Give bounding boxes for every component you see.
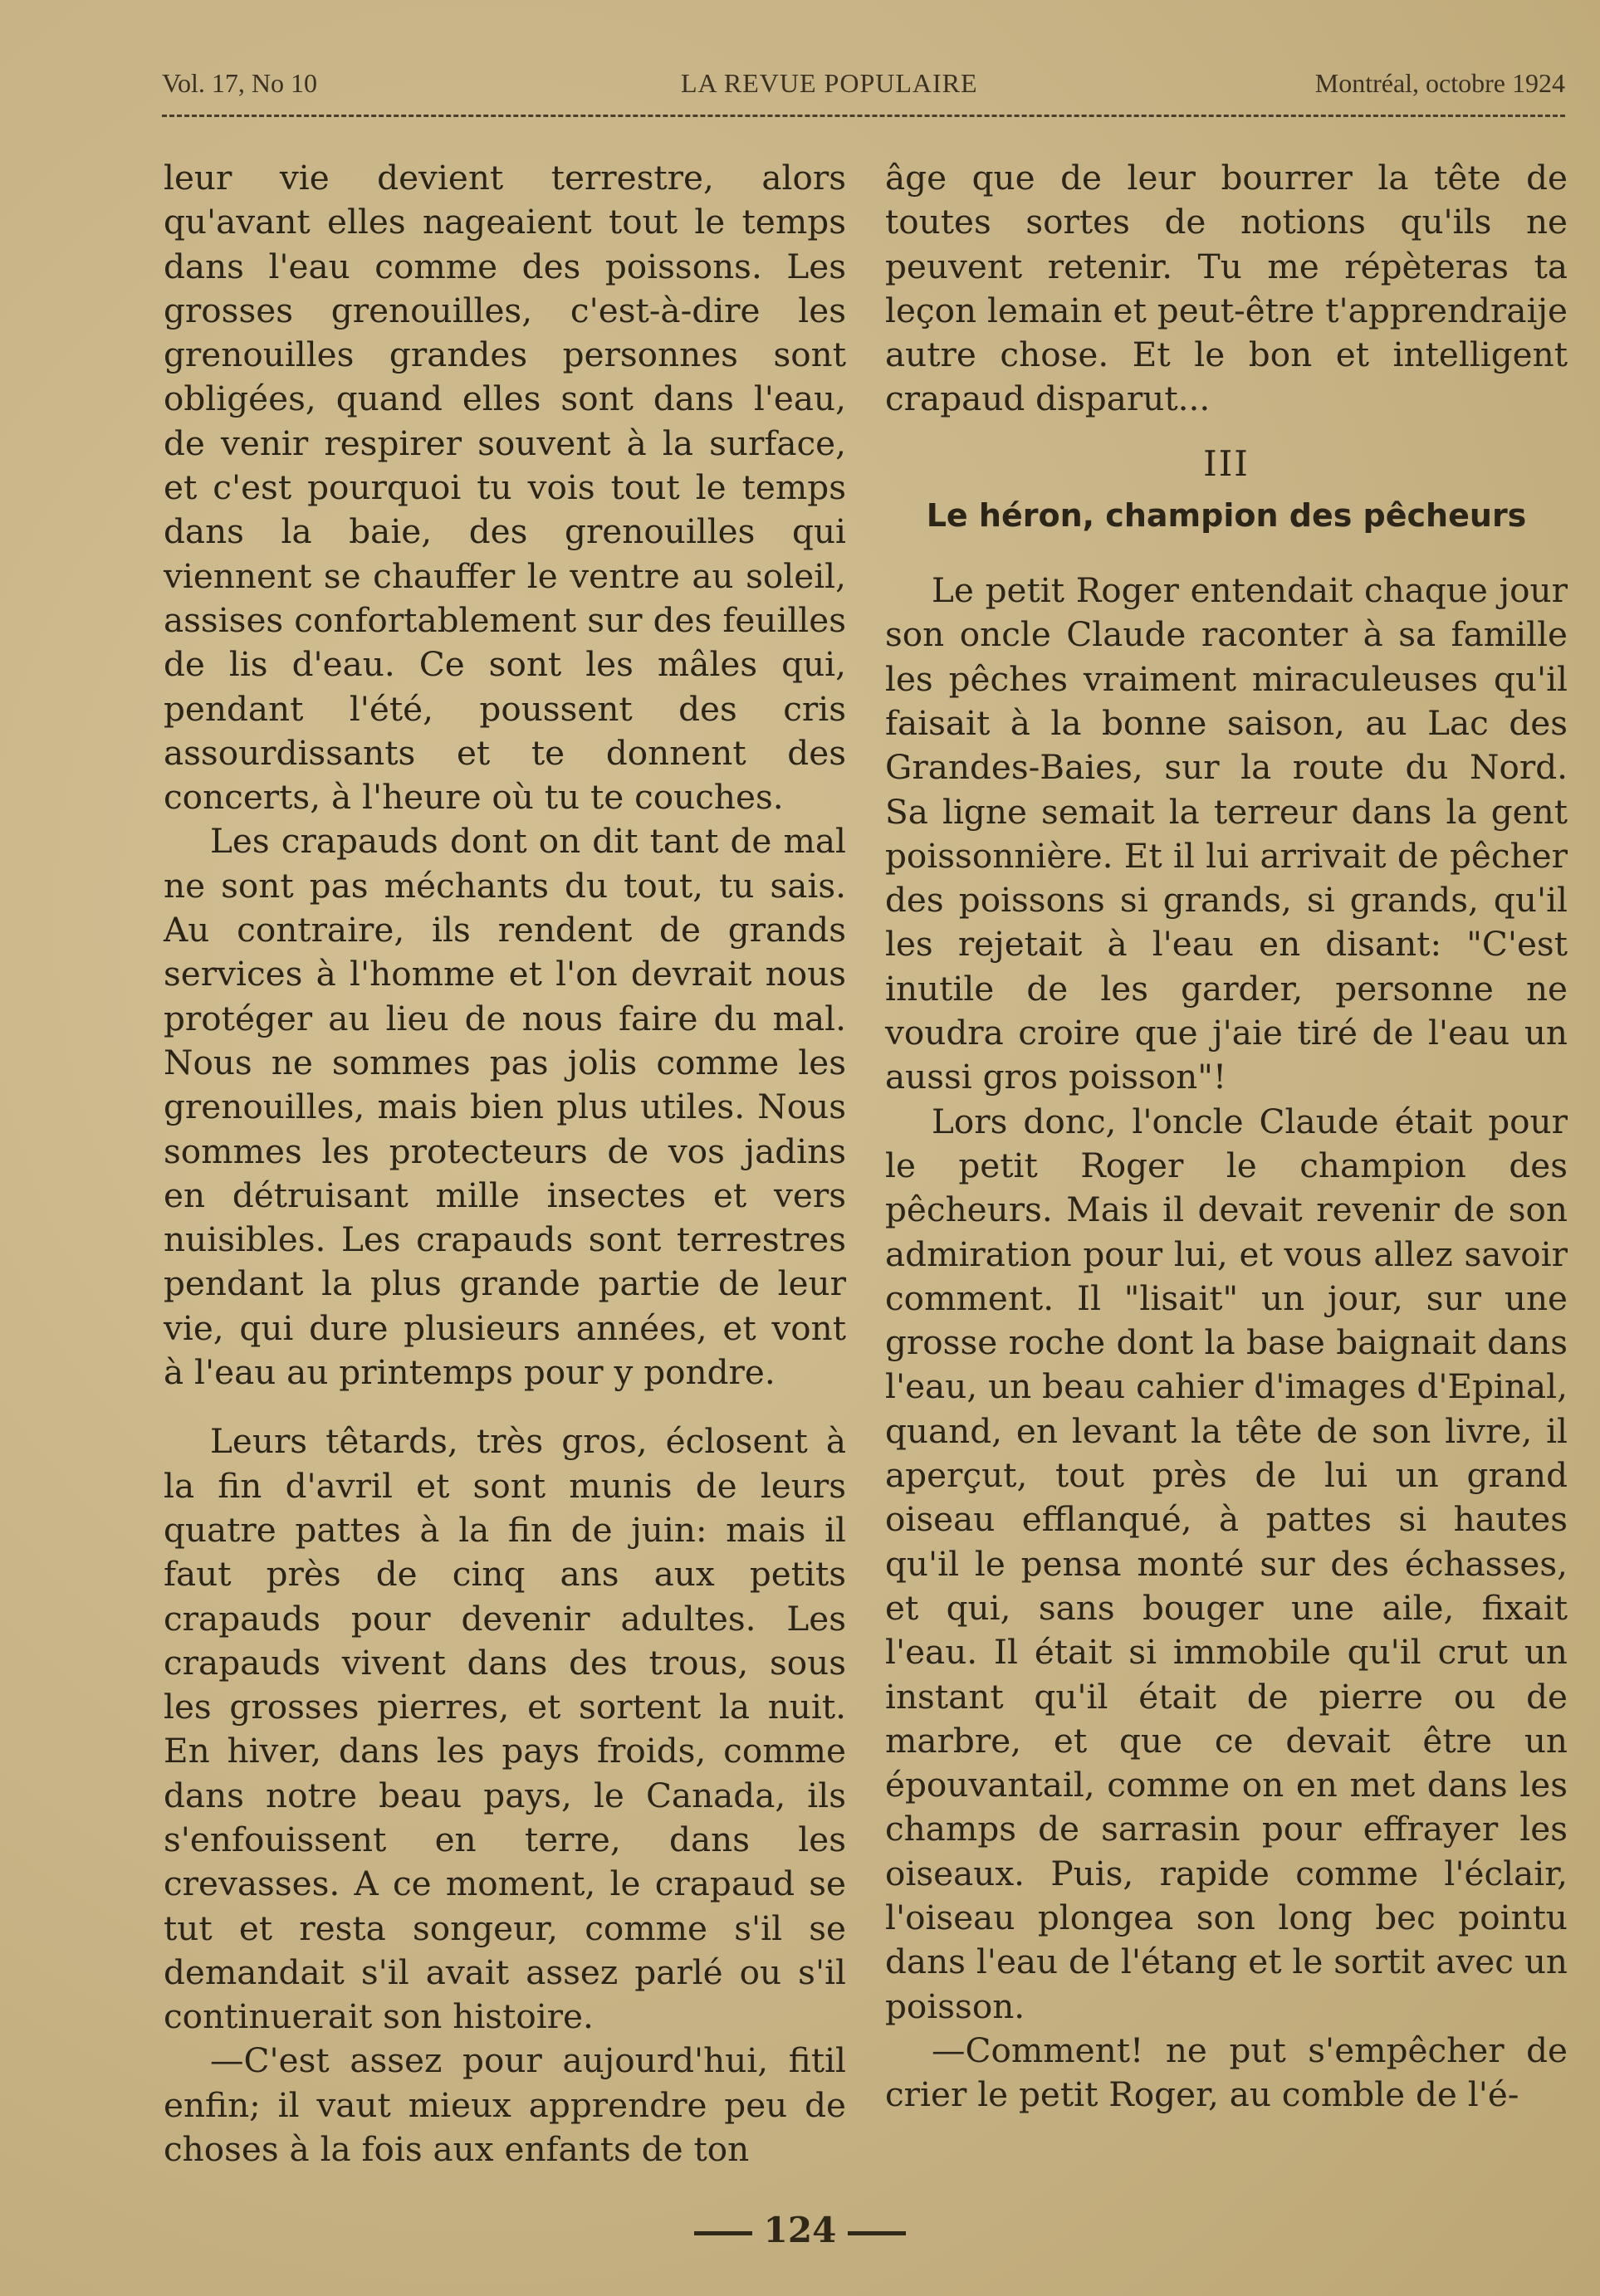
page-number-footer <box>0 2210 1600 2250</box>
volume-number: Vol. 17, No 10 <box>162 68 317 98</box>
paragraph: Le petit Roger entendait chaque jour son oncle Claude raconter à sa famille les pêches vraiment miraculeuses qu'il faisait à la bonne saison, au Lac des Grandes-Baies, sur la route du Nord. Sa ligne semait la terreur dans la gent poissonnière. Et il lui arrivait de pêcher des poissons si grands, si grands, qu'il les rejetait à l'eau en disant: "C'est inutile de les garder, personne ne voudra croire que j'aie tiré de l'eau un aussi gros poisson"! <box>885 570 1568 1097</box>
right-column <box>885 156 1568 2117</box>
dash-ornament <box>694 2231 752 2235</box>
section-title: Le héron, champion des pêcheurs <box>926 497 1527 535</box>
paragraph: Les crapauds dont on dit tant de mal ne sont pas méchants du tout, tu sais. Au contraire, ils rendent de grands services à l'homme et l'on devrait nous protéger au lieu de nous faire du mal. Nous ne sommes pas jolis comme les grenouilles, mais bien plus utiles. Nous sommes les protecteurs de vos jadins en détruisant mille insectes et vers nuisibles. Les crapauds sont terrestres pendant la plus grande partie de leur vie, qui dure plusieurs années, et vont à l'eau au printemps pour y pondre. <box>164 821 846 1393</box>
running-header <box>162 68 1565 111</box>
header-rule <box>162 115 1565 117</box>
paragraph: —C'est assez pour aujourd'hui, fitil enfin; il vaut mieux apprendre peu de choses à la fois aux enfants de ton <box>164 2040 846 2170</box>
paragraph: leur vie devient terrestre, alors qu'avant elles nageaient tout le temps dans l'eau comme des poissons. Les grosses grenouilles, c'est-à-dire les grenouilles grandes personnes sont obligées, quand elles sont dans l'eau, de venir respirer souvent à la surface, et c'est pourquoi tu vois tout le temps dans la baie, des grenouilles qui viennent se chauffer le ventre au soleil, assises confortablement sur des feuilles de lis d'eau. Ce sont les mâles qui, pendant l'été, poussent des cris assourdissants et te donnent des concerts, à l'heure où tu te couches. <box>164 158 846 818</box>
place-date: Montréal, octobre 1924 <box>1314 68 1565 98</box>
publication-title: LA REVUE POPULAIRE <box>681 68 978 98</box>
paragraph: —Comment! ne put s'empêcher de crier le petit Roger, au comble de l'é- <box>885 2030 1568 2115</box>
paragraph: âge que de leur bourrer la tête de toutes sortes de notions qu'ils ne peuvent retenir. Tu me répèteras ta leçon lemain et peut-être t'apprendraije autre chose. Et le bon et intelligent crapaud disparut... <box>885 158 1568 419</box>
paragraph: Lors donc, l'oncle Claude était pour le petit Roger le champion des pêcheurs. Mais il devait revenir de son admiration pour lui, et vous allez savoir comment. Il "lisait" un jour, sur une grosse roche dont la base baignait dans l'eau, un beau cahier d'images d'Epinal, quand, en levant la tête de son livre, il aperçut, tout près de lui un grand oiseau efflanqué, à pattes si hautes qu'il le pensa monté sur des échasses, et qui, sans bouger une aile, fixait l'eau. Il était si immobile qu'il crut un instant qu'il était de pierre ou de marbre, et que ce devait être un épouvantail, comme on en met dans les champs de sarrasin pour effrayer les oiseaux. Puis, rapide comme l'éclair, l'oiseau plongea son long bec pointu dans l'eau de l'étang et le sortit avec un poisson. <box>885 1101 1568 2026</box>
section-number: III <box>1203 442 1250 484</box>
dash-ornament <box>848 2231 906 2235</box>
paragraph: Leurs têtards, très gros, éclosent à la fin d'avril et sont munis de leurs quatre pattes à la fin de juin: mais il faut près de cinq ans aux petits crapauds pour devenir adultes. Les crapauds vivent dans des trous, sous les grosses pierres, et sortent la nuit. En hiver, dans les pays froids, comme dans notre beau pays, le Canada, ils s'enfouissent en terre, dans les crevasses. A ce moment, le crapaud se tut et resta songeur, comme s'il se demandait s'il avait assez parlé ou s'il continuerait son histoire. <box>164 1421 846 2037</box>
left-column <box>164 156 846 2171</box>
page-number: 124 <box>763 2210 837 2250</box>
